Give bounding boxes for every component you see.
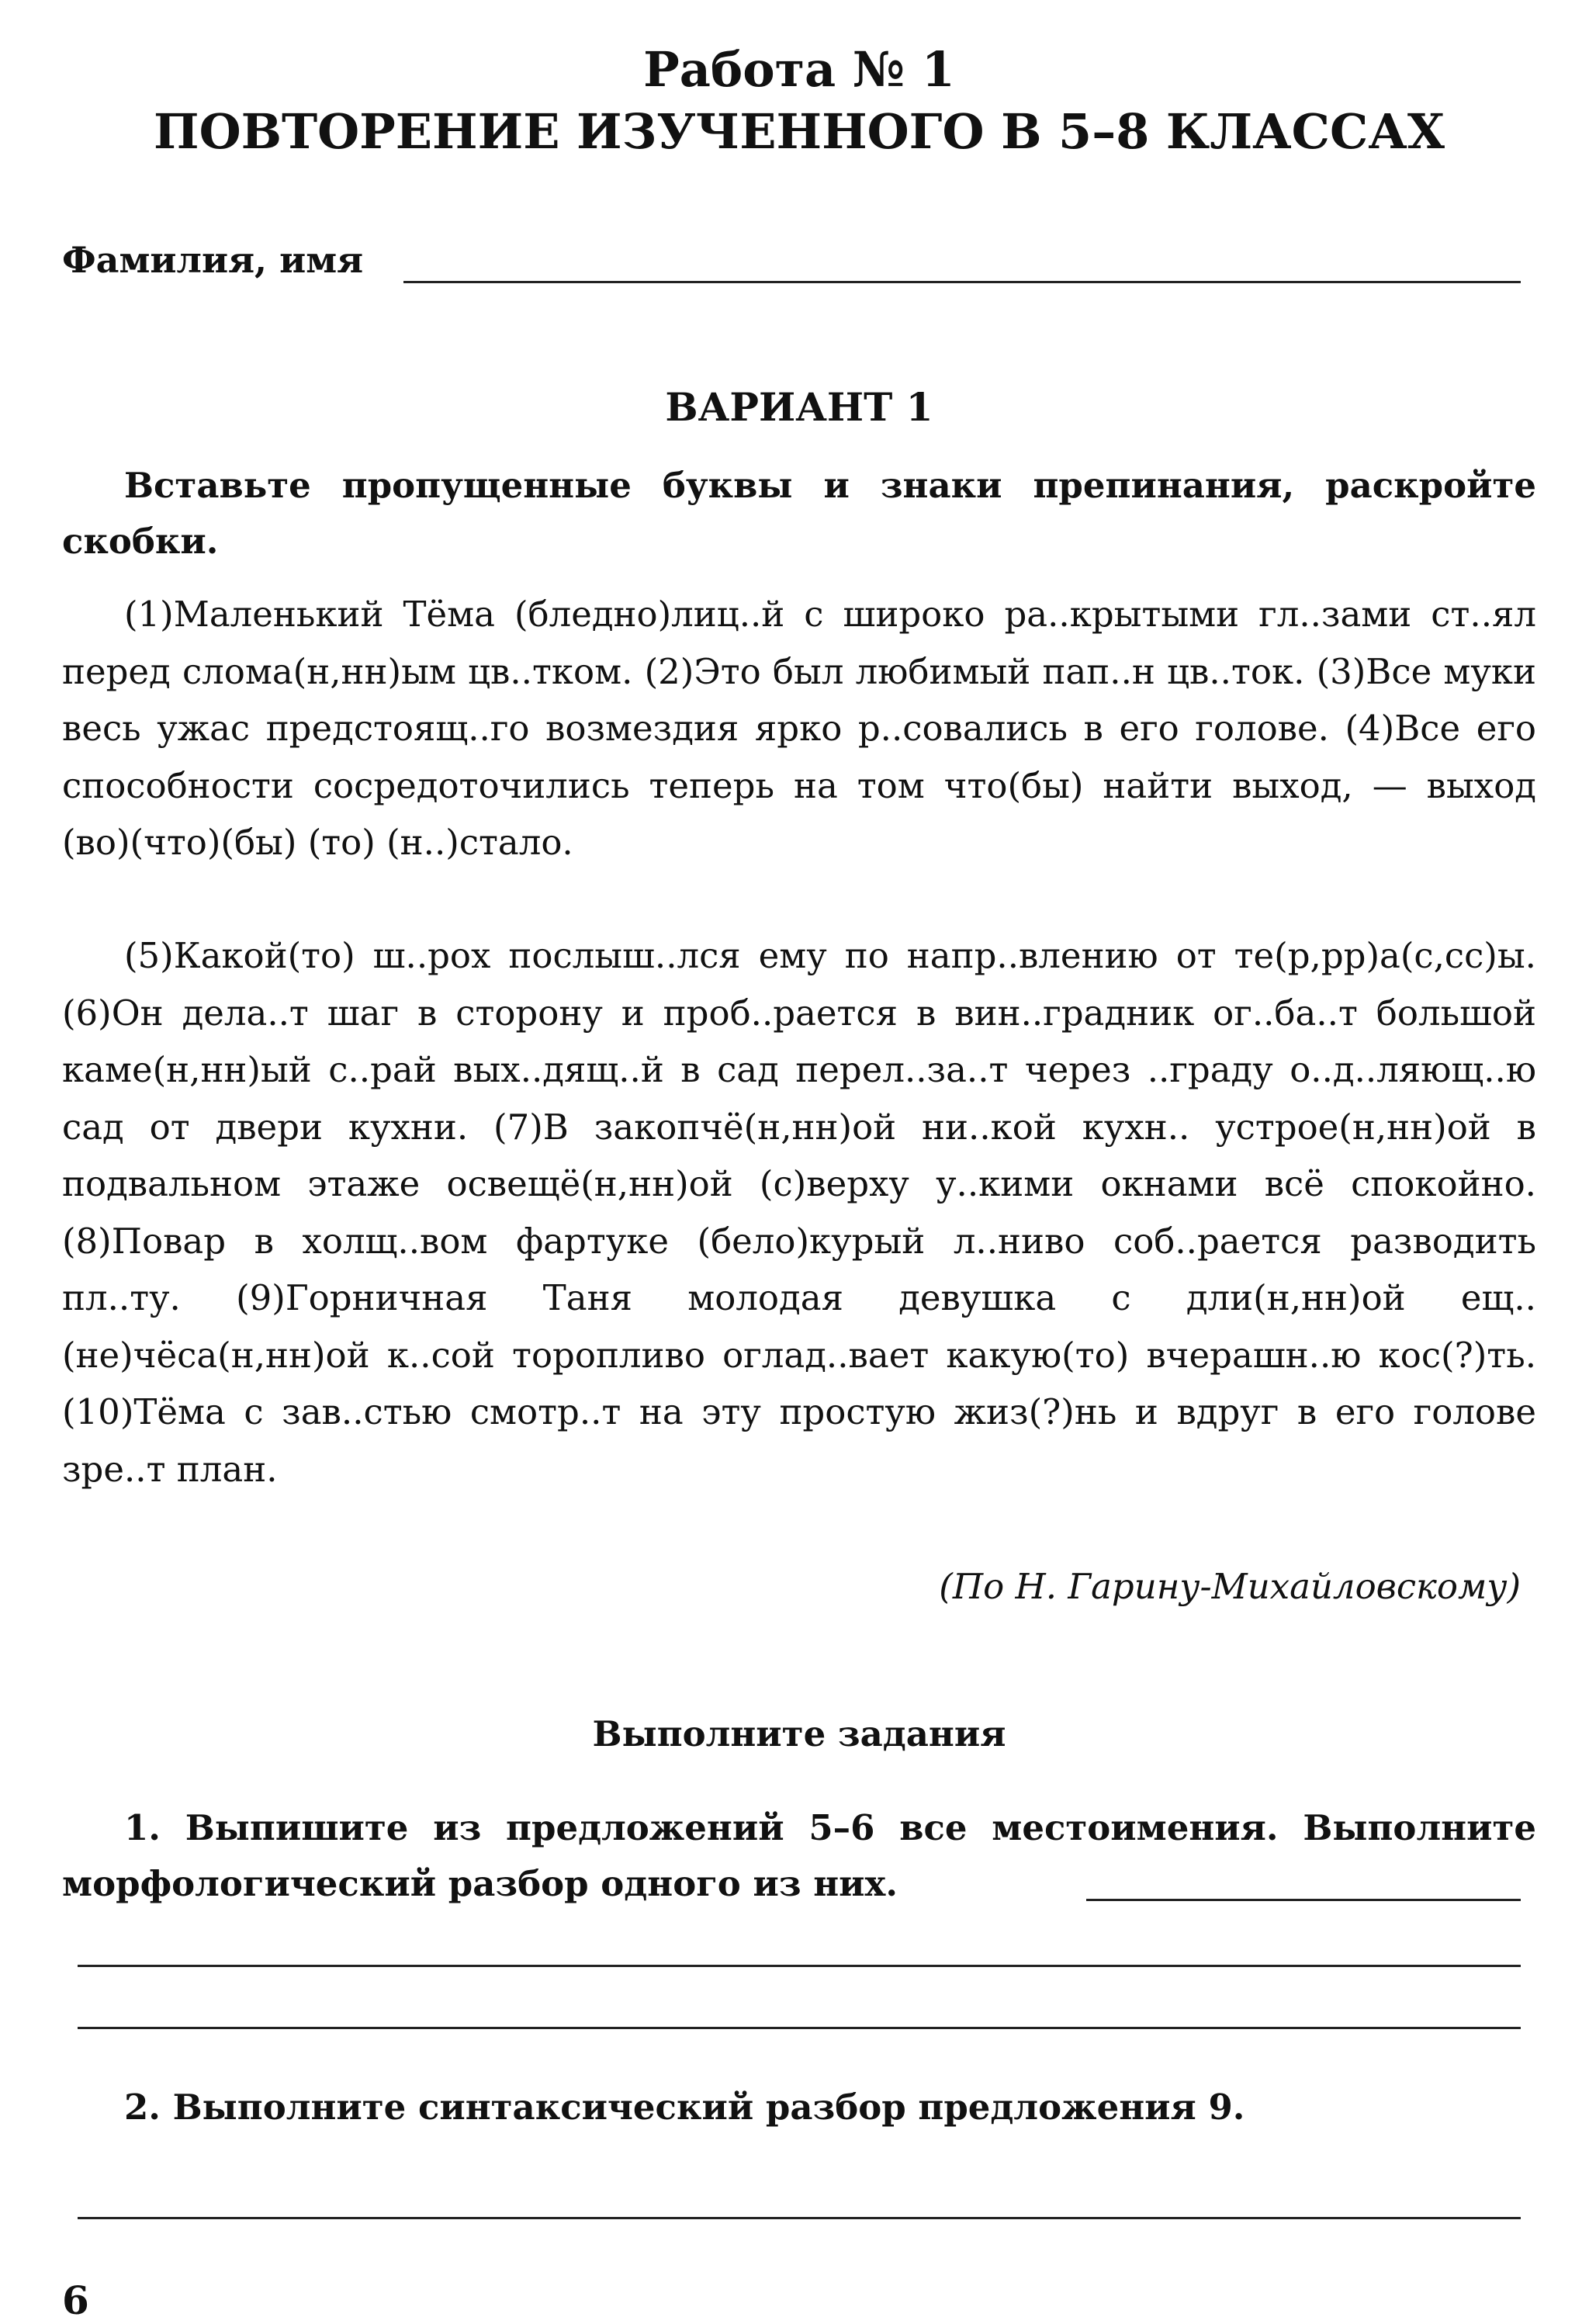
task-2: 2. Выполните синтаксический разбор предложения 9. xyxy=(124,2087,1245,2128)
task-2-answer-line[interactable] xyxy=(78,2217,1521,2219)
task-1: 1. Выпишите из предложений 5–6 все местоимения. Выполните морфологический разбор одного из них. xyxy=(62,1807,1536,1904)
tasks-heading: Выполните задания xyxy=(592,1713,1006,1754)
text-paragraph-2: (5)Какой(то) ш..рох послыш..лся ему по напр..влению от те(р,рр)а(с,сс)ы. (6)Он дела..т шаг в сторону и проб..рается в вин..градник ог..ба..т большой каме(н,нн)ый с..рай вых..дящ..й в сад перел..за..т через ..граду о..д..ляющ..ю сад от двери кухни. (7)В закопчё(н,нн)ой ни..кой кухн.. устрое(н,нн)ой в подвальном этаже освещё(н,нн)ой (с)верху у..кими окнами всё спокойно. (8)Повар в холщ..вом фартуке (бело)курый л..ниво соб..рается разводить пл..ту. (9)Горничная Таня молодая девушка с дли(н,нн)ой ещ.. (не)чёса(н,нн)ой к..сой торопливо оглад..вает какую(то) вчерашн..ю кос(?)ть. (10)Тёма с зав..стью смотр..т на эту простую жиз(?)нь и вдруг в его голове зре..т план. xyxy=(62,935,1536,1490)
student-name-row xyxy=(62,233,1536,287)
worksheet-page xyxy=(62,0,1536,2323)
text-source: (По Н. Гарину-Михайловскому) xyxy=(939,1566,1521,1607)
task-1-answer-line[interactable] xyxy=(78,2027,1521,2029)
work-subtitle: ПОВТОРЕНИЕ ИЗУЧЕННОГО В 5–8 КЛАССАХ xyxy=(154,103,1445,160)
exercise-instruction: Вставьте пропущенные буквы и знаки препинания, раскройте скобки. xyxy=(62,465,1536,562)
student-name-field[interactable] xyxy=(403,281,1521,283)
page-number: 6 xyxy=(62,2277,89,2323)
variant-title: ВАРИАНТ 1 xyxy=(665,384,933,430)
task-1-answer-line[interactable] xyxy=(78,1965,1521,1967)
text-paragraph-1: (1)Маленький Тёма (бледно)лиц..й с широко ра..крытыми гл..зами ст..ял перед слома(н,нн)ым цв..тком. (2)Это был любимый пап..н цв..ток. (3)Все муки весь ужас предстоящ..го возмездия ярко р..совались в его голове. (4)Все его способности сосредоточились теперь на том что(бы) найти выход, — выход (во)(что)(бы) (то) (н..)стало. xyxy=(62,594,1536,863)
work-title: Работа № 1 xyxy=(643,41,955,98)
student-name-label: Фамилия, имя xyxy=(62,239,364,281)
task-1-answer-line[interactable] xyxy=(1086,1899,1521,1901)
